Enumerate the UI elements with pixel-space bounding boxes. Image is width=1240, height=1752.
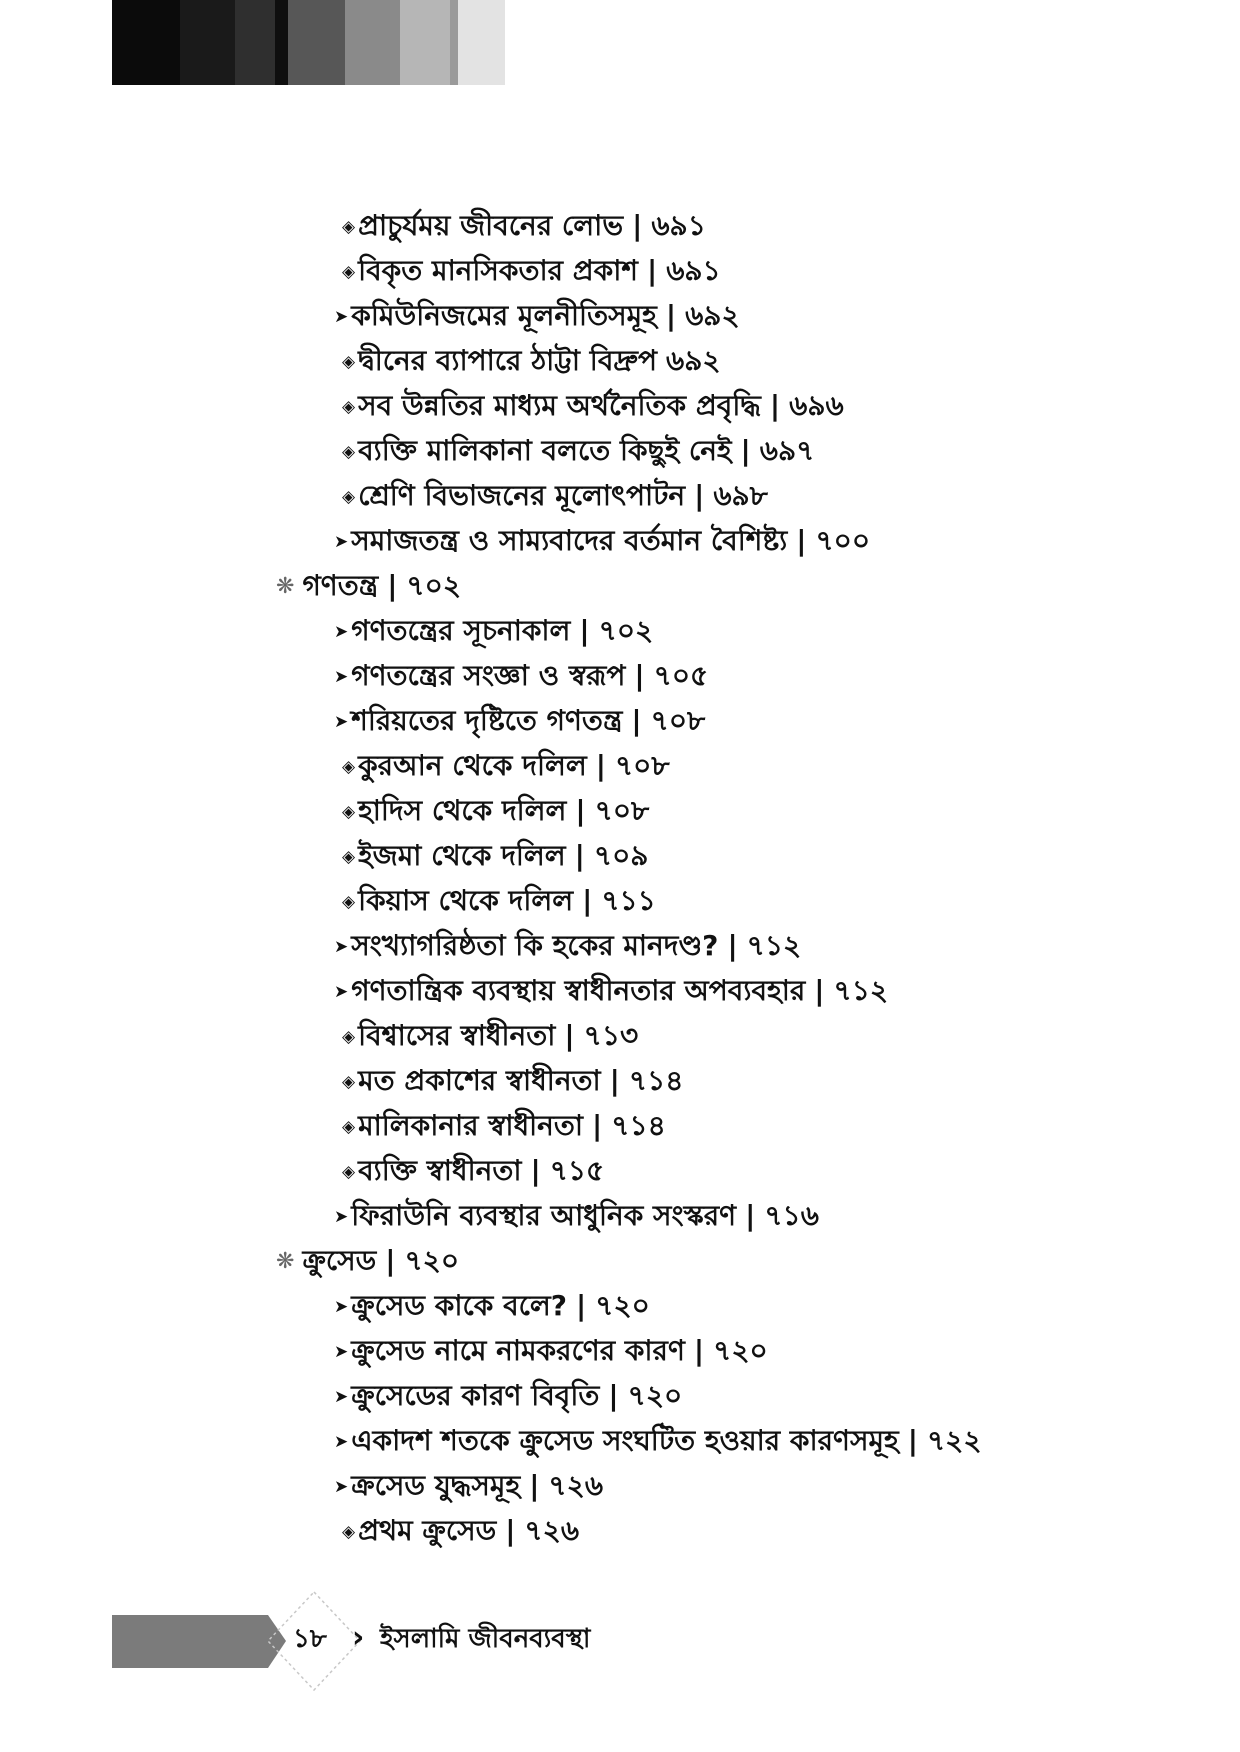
toc-entry-title: হাদিস থেকে দলিল xyxy=(358,794,567,827)
page-separator: | xyxy=(579,614,590,647)
toc-entry-page: ৭১৫ xyxy=(549,1154,605,1187)
toc-entry-page: ৬৯২ xyxy=(685,299,740,332)
page-separator: | xyxy=(530,1154,541,1187)
toc-entry-title: গণতন্ত্রের সংজ্ঞা ও স্বরূপ xyxy=(351,659,626,692)
page-separator: | xyxy=(745,1199,756,1232)
page-separator: | xyxy=(634,659,645,692)
page-separator: | xyxy=(665,299,677,332)
page-separator: | xyxy=(907,1424,918,1457)
toc-entry-title: শরিয়তের দৃষ্টিতে গণতন্ত্র xyxy=(351,704,623,737)
page-separator: | xyxy=(592,1109,603,1142)
toc-entry-page: ৭১২ xyxy=(833,974,889,1007)
toc-entry-page: ৭২০ xyxy=(595,1289,650,1322)
page-separator: | xyxy=(769,389,781,422)
page-separator: | xyxy=(595,749,606,782)
toc-entry-title: সব উন্নতির মাধ্যম অর্থনৈতিক প্রবৃদ্ধি xyxy=(358,389,761,422)
toc-entry-title: দ্বীনের ব্যাপারে ঠাট্টা বিদ্রুপ xyxy=(358,344,658,377)
page-separator: | xyxy=(740,434,751,467)
toc-entry-page: ৭০৮ xyxy=(614,749,670,782)
toc-entry-title: ক্রুসেড কাকে বলে? xyxy=(351,1289,568,1322)
toc-entry-title: কিয়াস থেকে দলিল xyxy=(358,884,574,917)
toc-entry-page: ৬৯২ xyxy=(666,344,721,377)
toc-entry-page: ৭২৬ xyxy=(548,1469,604,1502)
toc-entry-page: ৭২০ xyxy=(713,1334,768,1367)
toc-entry-title: ব্যক্তি স্বাধীনতা xyxy=(358,1154,522,1187)
page-separator: | xyxy=(646,254,658,287)
toc-entry-page: ৭২০ xyxy=(404,1244,460,1277)
page-number: ১৮ xyxy=(293,1624,327,1654)
toc-entry-page: ৭১৩ xyxy=(583,1019,639,1052)
toc-entry-title: শ্রেণি বিভাজনের মূলোৎপাটন xyxy=(358,479,686,512)
page-separator: | xyxy=(631,704,642,737)
page-separator: | xyxy=(582,884,593,917)
toc-entry-title: ক্রুসেড xyxy=(302,1244,377,1277)
page-separator: | xyxy=(608,1379,619,1412)
chevron-right-icon: › xyxy=(352,1620,365,1655)
toc-entry-title: মালিকানার স্বাধীনতা xyxy=(358,1109,584,1142)
toc-entry-title: মত প্রকাশের স্বাধীনতা xyxy=(358,1064,601,1097)
toc-entry-title: ইজমা থেকে দলিল xyxy=(358,839,566,872)
page-separator: | xyxy=(727,929,738,962)
toc-entry-title: ফিরাউনি ব্যবস্থার আধুনিক সংস্করণ xyxy=(351,1199,737,1232)
toc-entry-title: ব্যক্তি মালিকানা বলতে কিছুই নেই xyxy=(358,434,732,467)
toc-entry-page: ৭২০ xyxy=(627,1379,683,1412)
toc-entry-page: ৭২২ xyxy=(926,1424,982,1457)
toc-entry-page: ৭০৮ xyxy=(594,794,650,827)
toc-entry-title: ক্রুসেডের কারণ বিবৃতি xyxy=(351,1379,600,1412)
toc-entry-title: ক্রসেড যুদ্ধসমূহ xyxy=(351,1469,521,1502)
toc-entry-title: কুরআন থেকে দলিল xyxy=(358,749,587,782)
running-title: ইসলামি জীবনব্যবস্থা xyxy=(380,1624,591,1654)
page-separator: | xyxy=(576,1289,587,1322)
toc-entry-title: গণতন্ত্র xyxy=(302,569,379,602)
toc-entry-page: ৭০৫ xyxy=(653,659,709,692)
page-separator: | xyxy=(505,1514,516,1547)
toc-entry-page: ৭১৬ xyxy=(764,1199,819,1232)
toc-entry-page: ৭০৮ xyxy=(650,704,706,737)
toc-entry-page: ৭০৯ xyxy=(593,839,649,872)
toc-entry-title: প্রাচুর্যময় জীবনের লোভ xyxy=(358,209,624,242)
toc-entry-title: কমিউনিজমের মূলনীতিসমূহ xyxy=(351,299,657,332)
toc-entry-page: ৭২৬ xyxy=(524,1514,580,1547)
toc-entry-title: গণতান্ত্রিক ব্যবস্থায় স্বাধীনতার অপব্যবহার xyxy=(351,974,806,1007)
toc-entry-title: প্রথম ক্রুসেড xyxy=(358,1514,497,1547)
toc-entry-page: ৭০২ xyxy=(406,569,462,602)
page-separator: | xyxy=(574,839,585,872)
toc-entry-page: ৬৯১ xyxy=(651,209,706,242)
page-separator: | xyxy=(575,794,586,827)
toc-entry-page: ৭১৪ xyxy=(611,1109,666,1142)
toc-entry-title: ক্রুসেড নামে নামকরণের কারণ xyxy=(351,1334,685,1367)
page-separator: | xyxy=(796,524,807,557)
toc-entry-page: ৭১৪ xyxy=(628,1064,684,1097)
toc-entry-page: ৬৯৭ xyxy=(759,434,815,467)
toc-entry-title: সমাজতন্ত্র ও সাম্যবাদের বর্তমান বৈশিষ্ট্য xyxy=(351,524,788,557)
toc-entry-title: বিশ্বাসের স্বাধীনতা xyxy=(358,1019,556,1052)
page-separator: | xyxy=(632,209,643,242)
page-separator: | xyxy=(694,479,705,512)
toc-entry-page: ৭১১ xyxy=(601,884,656,917)
toc-entry-page: ৬৯১ xyxy=(666,254,721,287)
page-separator: | xyxy=(564,1019,575,1052)
toc-entry-page: ৭০০ xyxy=(815,524,871,557)
page-separator: | xyxy=(529,1469,540,1502)
page-separator: | xyxy=(814,974,825,1007)
footer-bar xyxy=(112,1615,286,1668)
page-separator: | xyxy=(387,569,398,602)
toc-entry-page: ৭০২ xyxy=(598,614,654,647)
toc-entry-title: একাদশ শতকে ক্রুসেড সংঘটিত হওয়ার কারণসমূহ xyxy=(351,1424,899,1457)
toc-entry-title: বিকৃত মানসিকতার প্রকাশ xyxy=(358,254,638,287)
page-separator: | xyxy=(693,1334,705,1367)
toc-entry-page: ৬৯৮ xyxy=(713,479,768,512)
toc-entry-title: গণতন্ত্রের সূচনাকাল xyxy=(351,614,571,647)
toc-entry-title: সংখ্যাগরিষ্ঠতা কি হকের মানদণ্ড? xyxy=(351,929,719,962)
toc-entry-page: ৭১২ xyxy=(746,929,802,962)
page-separator: | xyxy=(385,1244,396,1277)
toc-entry-page: ৬৯৬ xyxy=(789,389,844,422)
page-separator: | xyxy=(609,1064,620,1097)
